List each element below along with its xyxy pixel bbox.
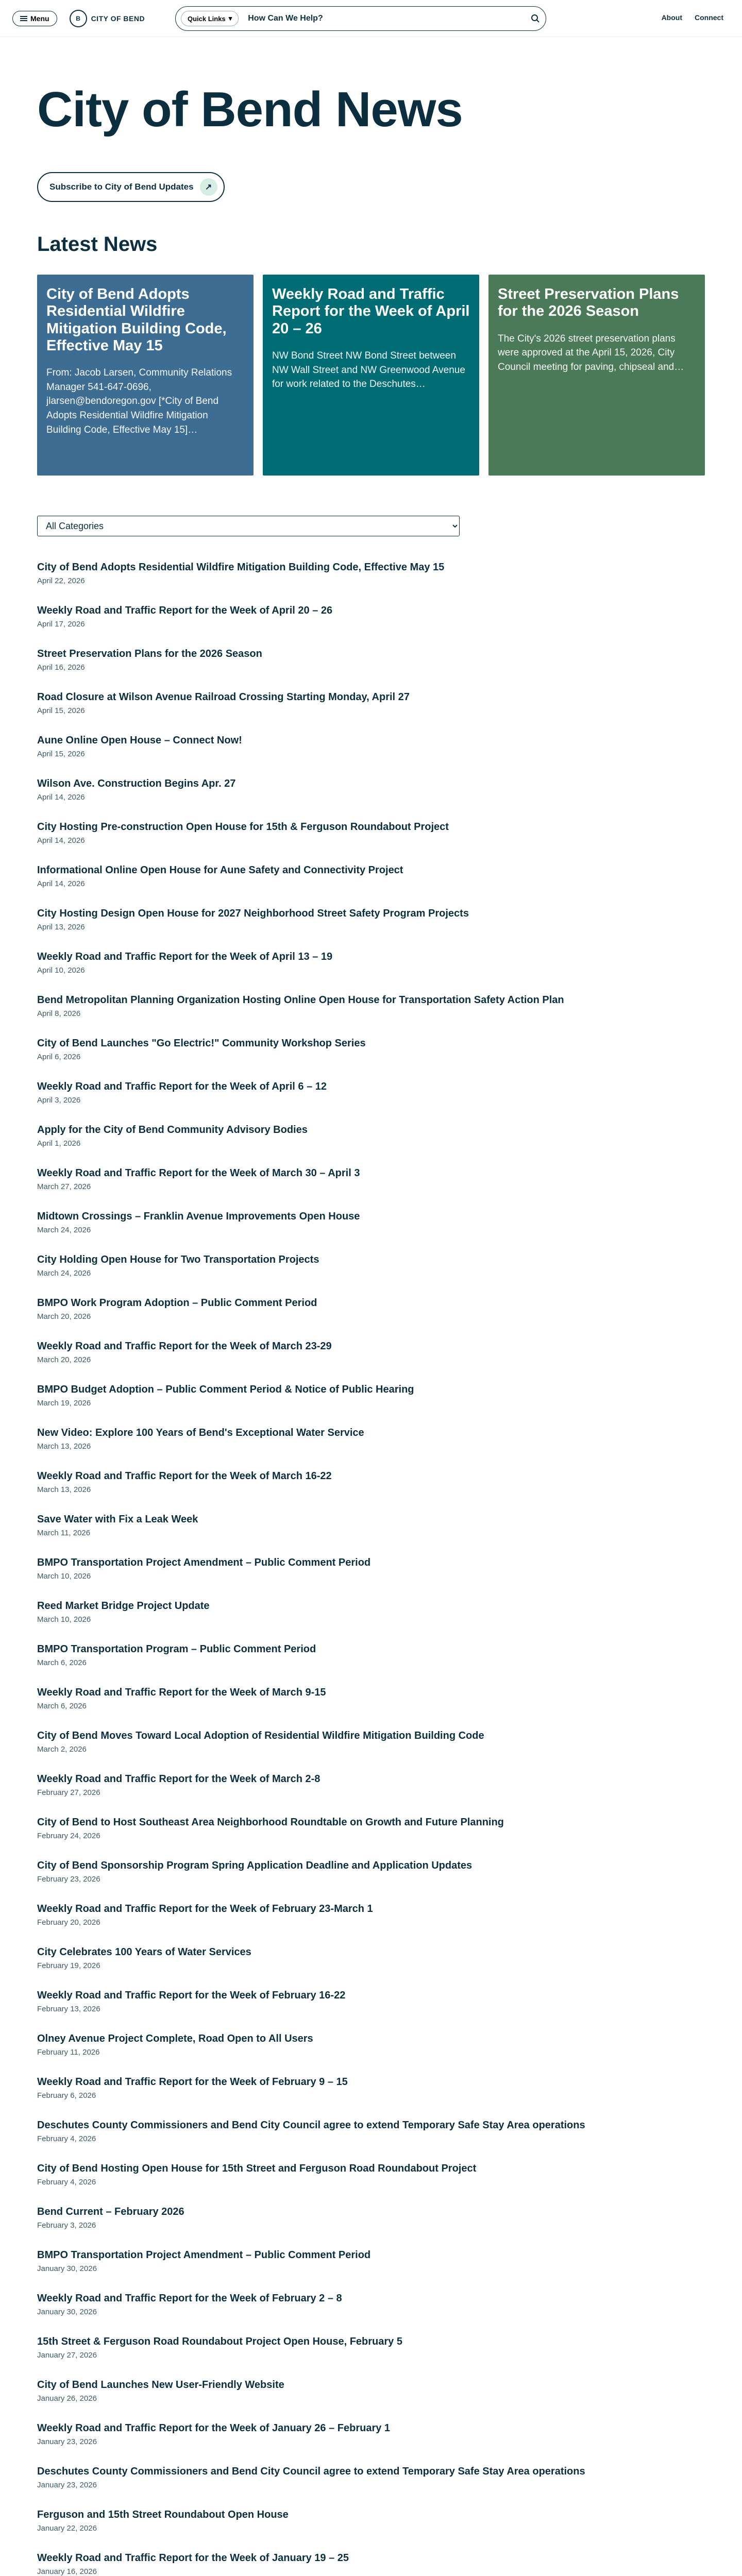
news-list-item[interactable]	[37, 1339, 705, 1382]
news-title: Apply for the City of Bend Community Advisory Bodies	[37, 1124, 308, 1136]
news-title: Save Water with Fix a Leak Week	[37, 1514, 198, 1525]
news-list-item[interactable]	[37, 1079, 705, 1123]
news-title: City Celebrates 100 Years of Water Services	[37, 1946, 251, 1958]
news-date: January 16, 2026	[37, 2567, 97, 2576]
news-list-item[interactable]	[37, 1252, 705, 1296]
city-seal-icon: B	[70, 10, 87, 27]
news-title: Weekly Road and Traffic Report for the Week of March 2-8	[37, 1773, 321, 1785]
news-title: BMPO Transportation Program – Public Comment Period	[37, 1643, 316, 1655]
menu-label: Menu	[30, 14, 49, 23]
news-date: April 15, 2026	[37, 750, 85, 758]
news-list-item[interactable]	[37, 2464, 705, 2507]
news-list-item[interactable]	[37, 1469, 705, 1512]
news-date: January 26, 2026	[37, 2394, 97, 2403]
news-title: Reed Market Bridge Project Update	[37, 1600, 210, 1612]
news-title: Bend Metropolitan Planning Organization Hosting Online Open House for Transportation Safety Action Plan	[37, 994, 564, 1006]
featured-cards	[37, 275, 705, 476]
news-title: Weekly Road and Traffic Report for the Week of March 9-15	[37, 1687, 326, 1698]
news-date: March 13, 2026	[37, 1485, 91, 1494]
news-date: March 24, 2026	[37, 1269, 91, 1278]
news-list-item[interactable]	[37, 603, 705, 647]
news-title: City Hosting Pre-construction Open House for 15th & Ferguson Roundabout Project	[37, 821, 449, 833]
news-date: January 27, 2026	[37, 2351, 97, 2360]
featured-card[interactable]	[37, 275, 254, 476]
news-title: Weekly Road and Traffic Report for the Week of April 20 – 26	[37, 605, 333, 616]
news-title: City of Bend Launches "Go Electric!" Community Workshop Series	[37, 1038, 366, 1049]
news-title: BMPO Budget Adoption – Public Comment Period & Notice of Public Hearing	[37, 1384, 414, 1395]
chevron-down-icon: ▾	[228, 14, 232, 22]
news-list-item[interactable]	[37, 2248, 705, 2291]
news-list-item[interactable]	[37, 1512, 705, 1555]
news-title: Weekly Road and Traffic Report for the Week of April 6 – 12	[37, 1081, 327, 1092]
news-list-item[interactable]	[37, 1945, 705, 1988]
news-date: February 20, 2026	[37, 1918, 100, 1927]
featured-card[interactable]	[488, 275, 705, 476]
news-list-item[interactable]	[37, 2334, 705, 2378]
news-list-item[interactable]	[37, 1815, 705, 1858]
news-list-item[interactable]	[37, 1642, 705, 1685]
news-date: January 30, 2026	[37, 2308, 97, 2316]
news-date: March 20, 2026	[37, 1312, 91, 1321]
news-date: April 3, 2026	[37, 1096, 81, 1105]
news-list-item[interactable]	[37, 1685, 705, 1728]
news-date: March 24, 2026	[37, 1226, 91, 1234]
featured-card[interactable]	[263, 275, 479, 476]
news-title: BMPO Transportation Project Amendment – Public Comment Period	[37, 2249, 371, 2261]
news-title: City of Bend Adopts Residential Wildfire Mitigation Building Code, Effective May 15	[37, 562, 445, 573]
news-list-item[interactable]	[37, 1988, 705, 2031]
news-title: Informational Online Open House for Aune Safety and Connectivity Project	[37, 865, 403, 876]
news-date: February 3, 2026	[37, 2221, 96, 2230]
news-title: City Holding Open House for Two Transportation Projects	[37, 1254, 319, 1265]
news-list-item[interactable]	[37, 733, 705, 776]
news-title: Bend Current – February 2026	[37, 2206, 184, 2217]
news-date: January 23, 2026	[37, 2481, 97, 2489]
news-list-item[interactable]	[37, 1555, 705, 1599]
news-list-item[interactable]	[37, 1902, 705, 1945]
news-list-item[interactable]	[37, 560, 705, 603]
news-list-item[interactable]	[37, 1382, 705, 1426]
news-date: March 27, 2026	[37, 1182, 91, 1191]
news-title: Wilson Ave. Construction Begins Apr. 27	[37, 778, 236, 789]
quick-links-dropdown[interactable]	[181, 11, 239, 26]
news-date: January 23, 2026	[37, 2437, 97, 2446]
news-title: 15th Street & Ferguson Road Roundabout Project Open House, February 5	[37, 2336, 402, 2347]
news-date: March 11, 2026	[37, 1529, 91, 1537]
main-content	[0, 37, 742, 2576]
news-list-item[interactable]	[37, 2551, 705, 2576]
news-date: March 13, 2026	[37, 1442, 91, 1451]
news-date: March 10, 2026	[37, 1615, 91, 1624]
news-list-item[interactable]	[37, 2161, 705, 2205]
news-list-item[interactable]	[37, 1209, 705, 1252]
news-date: April 14, 2026	[37, 793, 85, 802]
news-list-item[interactable]	[37, 2118, 705, 2161]
news-list-item[interactable]	[37, 950, 705, 993]
news-title: Weekly Road and Traffic Report for the Week of April 13 – 19	[37, 951, 333, 962]
news-title: City of Bend to Host Southeast Area Neighborhood Roundtable on Growth and Future Planning	[37, 1817, 504, 1828]
news-date: March 10, 2026	[37, 1572, 91, 1581]
card-title: Street Preservation Plans for the 2026 Season	[498, 286, 679, 320]
news-title: Weekly Road and Traffic Report for the Week of March 23-29	[37, 1341, 332, 1352]
news-title: Olney Avenue Project Complete, Road Open to All Users	[37, 2033, 313, 2044]
news-list-item[interactable]	[37, 1166, 705, 1209]
quick-links-label: Quick Links	[188, 14, 226, 23]
news-title: City of Bend Sponsorship Program Spring Application Deadline and Application Updates	[37, 1860, 473, 1871]
news-list-item[interactable]	[37, 647, 705, 690]
news-title: Ferguson and 15th Street Roundabout Open House	[37, 2509, 289, 2520]
search-icon[interactable]	[530, 13, 541, 24]
news-date: February 23, 2026	[37, 1875, 100, 1884]
subscribe-button[interactable]	[37, 172, 225, 202]
news-list-item[interactable]	[37, 2291, 705, 2334]
news-title: Weekly Road and Traffic Report for the Week of January 26 – February 1	[37, 2422, 391, 2434]
news-date: April 1, 2026	[37, 1139, 81, 1148]
news-list-item[interactable]	[37, 863, 705, 906]
news-date: April 14, 2026	[37, 836, 85, 845]
news-title: City of Bend Launches New User-Friendly Website	[37, 2379, 284, 2391]
site-logo[interactable]	[70, 10, 145, 27]
news-title: Road Closure at Wilson Avenue Railroad Crossing Starting Monday, April 27	[37, 691, 410, 703]
news-date: February 27, 2026	[37, 1788, 100, 1797]
news-title: City of Bend Moves Toward Local Adoption of Residential Wildfire Mitigation Building Code	[37, 1730, 484, 1741]
news-title: Weekly Road and Traffic Report for the Week of March 30 – April 3	[37, 1167, 360, 1179]
site-header	[0, 0, 742, 37]
news-date: January 22, 2026	[37, 2524, 97, 2533]
news-title: New Video: Explore 100 Years of Bend's Exceptional Water Service	[37, 1427, 364, 1438]
news-date: April 15, 2026	[37, 706, 85, 715]
news-date: March 19, 2026	[37, 1399, 91, 1408]
news-date: April 14, 2026	[37, 879, 85, 888]
news-list	[37, 560, 705, 2576]
news-list-item[interactable]	[37, 2031, 705, 2075]
logo-text: CITY OF BEND	[91, 14, 145, 23]
news-title: Weekly Road and Traffic Report for the Week of February 9 – 15	[37, 2076, 348, 2088]
news-title: Deschutes County Commissioners and Bend City Council agree to extend Temporary Safe Stay Area operations	[37, 2466, 585, 2477]
news-list-item[interactable]	[37, 1599, 705, 1642]
news-date: February 13, 2026	[37, 2005, 100, 2013]
hamburger-icon	[20, 15, 27, 22]
news-date: February 4, 2026	[37, 2178, 96, 2187]
news-date: April 6, 2026	[37, 1053, 81, 1061]
news-title: Weekly Road and Traffic Report for the Week of March 16-22	[37, 1470, 332, 1482]
card-description: NW Bond Street NW Bond Street between NW Wall Street and NW Greenwood Avenue for work related to the Deschutes…	[272, 350, 465, 390]
news-date: April 10, 2026	[37, 966, 85, 975]
card-title: Weekly Road and Traffic Report for the Week of April 20 – 26	[272, 286, 470, 337]
news-date: March 2, 2026	[37, 1745, 87, 1754]
news-title: Deschutes County Commissioners and Bend City Council agree to extend Temporary Safe Stay Area operations	[37, 2120, 585, 2131]
news-title: Weekly Road and Traffic Report for the Week of February 16-22	[37, 1990, 346, 2001]
news-list-item[interactable]	[37, 2205, 705, 2248]
news-title: Midtown Crossings – Franklin Avenue Improvements Open House	[37, 1211, 360, 1222]
news-list-item[interactable]	[37, 820, 705, 863]
news-list-item[interactable]	[37, 1296, 705, 1339]
latest-news-heading: Latest News	[37, 233, 158, 256]
news-date: April 8, 2026	[37, 1009, 81, 1018]
menu-button[interactable]	[12, 11, 57, 26]
news-title: BMPO Transportation Project Amendment – Public Comment Period	[37, 1557, 371, 1568]
header-nav	[662, 13, 723, 22]
news-list-item[interactable]	[37, 993, 705, 1036]
news-list-item[interactable]	[37, 1123, 705, 1166]
news-list-item[interactable]	[37, 1728, 705, 1772]
news-date: April 17, 2026	[37, 620, 85, 629]
search-input[interactable]	[248, 14, 530, 23]
news-title: Aune Online Open House – Connect Now!	[37, 735, 242, 746]
news-date: February 4, 2026	[37, 2134, 96, 2143]
news-list-item[interactable]	[37, 1036, 705, 1079]
news-date: February 11, 2026	[37, 2048, 100, 2057]
news-list-item[interactable]	[37, 906, 705, 950]
card-description: From: Jacob Larsen, Community Relations Manager 541-647-0696, jlarsen@bendoregon.gov [*City of Bend Adopts Residential Wildfire Mitigation Building Code, Effective May 15]…	[46, 367, 232, 435]
news-date: February 19, 2026	[37, 1961, 100, 1970]
news-title: BMPO Work Program Adoption – Public Comment Period	[37, 1297, 317, 1309]
news-list-item[interactable]	[37, 2075, 705, 2118]
news-date: February 6, 2026	[37, 2091, 96, 2100]
category-filter-select[interactable]	[37, 516, 460, 536]
news-date: April 13, 2026	[37, 923, 85, 931]
external-link-icon: ↗	[200, 178, 217, 196]
card-description: The City's 2026 street preservation plans were approved at the April 15, 2026, City Council meeting for paving, chipseal and…	[498, 333, 684, 372]
news-date: January 30, 2026	[37, 2264, 97, 2273]
news-title: Street Preservation Plans for the 2026 Season	[37, 648, 262, 659]
news-list-item[interactable]	[37, 776, 705, 820]
news-list-item[interactable]	[37, 2421, 705, 2464]
page-title: City of Bend News	[37, 82, 463, 137]
connect-link[interactable]: Connect	[695, 13, 723, 22]
news-list-item[interactable]	[37, 2378, 705, 2421]
news-date: March 6, 2026	[37, 1658, 87, 1667]
news-title: Weekly Road and Traffic Report for the Week of February 2 – 8	[37, 2293, 342, 2304]
news-list-item[interactable]	[37, 1426, 705, 1469]
news-date: April 16, 2026	[37, 663, 85, 672]
news-title: City Hosting Design Open House for 2027 Neighborhood Street Safety Program Projects	[37, 908, 469, 919]
news-list-item[interactable]	[37, 1858, 705, 1902]
news-date: March 20, 2026	[37, 1355, 91, 1364]
news-date: March 6, 2026	[37, 1702, 87, 1710]
news-date: April 22, 2026	[37, 577, 85, 585]
news-list-item[interactable]	[37, 2507, 705, 2551]
news-list-item[interactable]	[37, 1772, 705, 1815]
news-date: February 24, 2026	[37, 1832, 100, 1840]
news-title: Weekly Road and Traffic Report for the Week of January 19 – 25	[37, 2552, 349, 2564]
card-title: City of Bend Adopts Residential Wildfire Mitigation Building Code, Effective May 15	[46, 286, 227, 354]
news-title: Weekly Road and Traffic Report for the Week of February 23-March 1	[37, 1903, 373, 1914]
search-bar	[175, 6, 546, 31]
about-link[interactable]: About	[661, 13, 682, 22]
news-title: City of Bend Hosting Open House for 15th Street and Ferguson Road Roundabout Project	[37, 2163, 477, 2174]
subscribe-label: Subscribe to City of Bend Updates	[49, 182, 194, 192]
news-list-item[interactable]	[37, 690, 705, 733]
